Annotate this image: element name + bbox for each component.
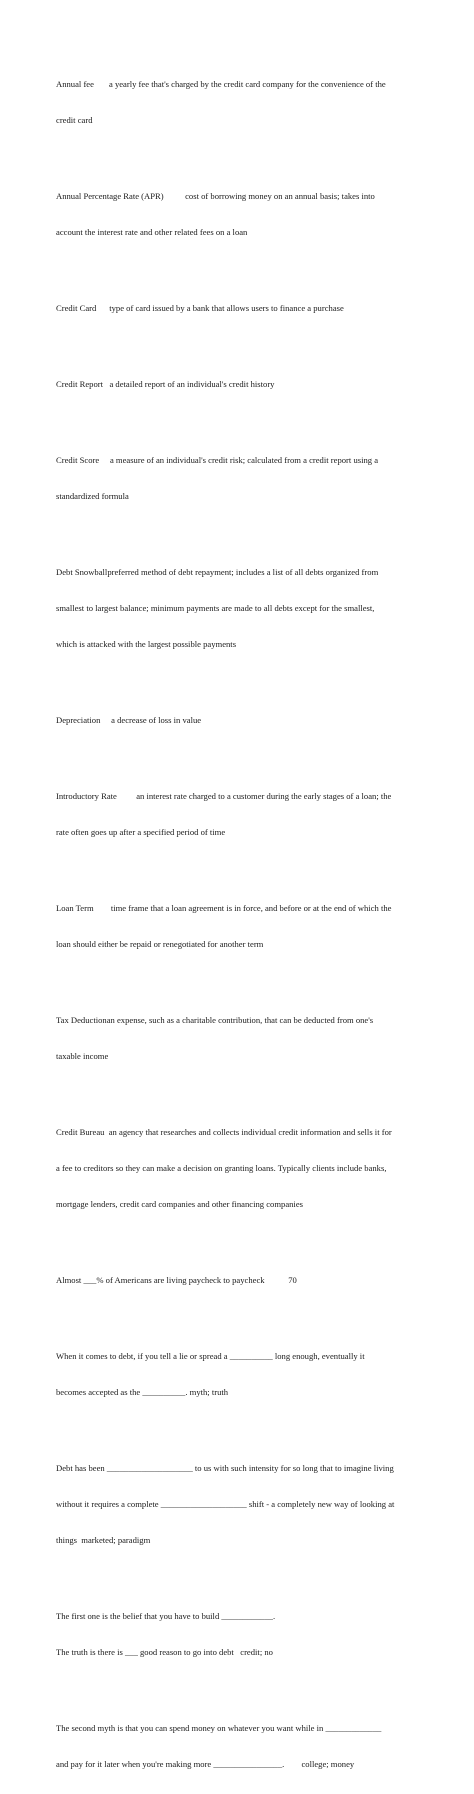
entry-line: credit card (56, 115, 93, 125)
entry-line: When it comes to debt, if you tell a lie or spread a __________ long enough, eventually it (56, 1351, 365, 1361)
entry-line: Debt Snowballpreferred method of debt repayment; includes a list of all debts organized from (56, 567, 379, 577)
definition-tax-deduction (56, 990, 412, 1086)
entry-line: Loan Term time frame that a loan agreement is in force, and before or at the end of which the (56, 903, 392, 913)
entry-line: standardized formula (56, 491, 129, 501)
definition-introductory-rate (56, 766, 412, 862)
question-credit-no (56, 1586, 412, 1682)
entry-line: Debt has been ____________________ to us with such intensity for so long that to imagine living (56, 1463, 394, 1473)
entry-line: Depreciation a decrease of loss in value (56, 715, 202, 725)
entry-line: Credit Report a detailed report of an individual's credit history (56, 379, 275, 389)
document-page (56, 54, 412, 1794)
entry-line: Annual fee a yearly fee that's charged by the credit card company for the convenience of the (56, 79, 386, 89)
entry-line: The first one is the belief that you have to build ____________. (56, 1611, 276, 1621)
question-marketed-paradigm (56, 1438, 412, 1570)
definition-debt-snowball (56, 542, 412, 674)
question-myth-truth (56, 1326, 412, 1422)
entry-line: becomes accepted as the __________. myth; truth (56, 1387, 229, 1397)
entry-line: Almost ___% of Americans are living paycheck to paycheck 70 (56, 1275, 297, 1285)
definition-credit-report (56, 354, 412, 414)
entry-line: Tax Deductionan expense, such as a charitable contribution, that can be deducted from one's (56, 1015, 374, 1025)
entry-line: Credit Score a measure of an individual's credit risk; calculated from a credit report using a (56, 455, 379, 465)
entry-line: account the interest rate and other related fees on a loan (56, 227, 248, 237)
entry-line: things marketed; paradigm (56, 1535, 151, 1545)
entry-line: Annual Percentage Rate (APR) cost of borrowing money on an annual basis; takes into (56, 191, 375, 201)
entry-line: The second myth is that you can spend money on whatever you want while in _____________ (56, 1723, 382, 1733)
entry-line: Credit Card type of card issued by a bank that allows users to finance a purchase (56, 303, 344, 313)
entry-line: The truth is there is ___ good reason to go into debt credit; no (56, 1647, 273, 1657)
entry-line: smallest to largest balance; minimum payments are made to all debts except for the smallest, (56, 603, 375, 613)
entry-line: taxable income (56, 1051, 109, 1061)
definition-loan-term (56, 878, 412, 974)
definition-credit-score (56, 430, 412, 526)
question-college-money (56, 1698, 412, 1794)
entry-line: loan should either be repaid or renegotiated for another term (56, 939, 264, 949)
entry-line: mortgage lenders, credit card companies and other financing companies (56, 1199, 303, 1209)
entry-line: Introductory Rate an interest rate charged to a customer during the early stages of a loan; the (56, 791, 392, 801)
entry-line: Credit Bureau an agency that researches and collects individual credit information and sells it for (56, 1127, 392, 1137)
definition-credit-bureau (56, 1102, 412, 1234)
definition-apr (56, 166, 412, 262)
entry-line: rate often goes up after a specified period of time (56, 827, 226, 837)
entry-line: and pay for it later when you're making more ________________. college; money (56, 1759, 355, 1769)
entry-line: a fee to creditors so they can make a decision on granting loans. Typically clients include banks, (56, 1163, 387, 1173)
definition-credit-card (56, 278, 412, 338)
entry-line: which is attacked with the largest possible payments (56, 639, 237, 649)
definition-annual-fee (56, 54, 412, 150)
definition-depreciation (56, 690, 412, 750)
question-paycheck (56, 1250, 412, 1310)
entry-line: without it requires a complete ____________________ shift - a completely new way of looking at (56, 1499, 395, 1509)
